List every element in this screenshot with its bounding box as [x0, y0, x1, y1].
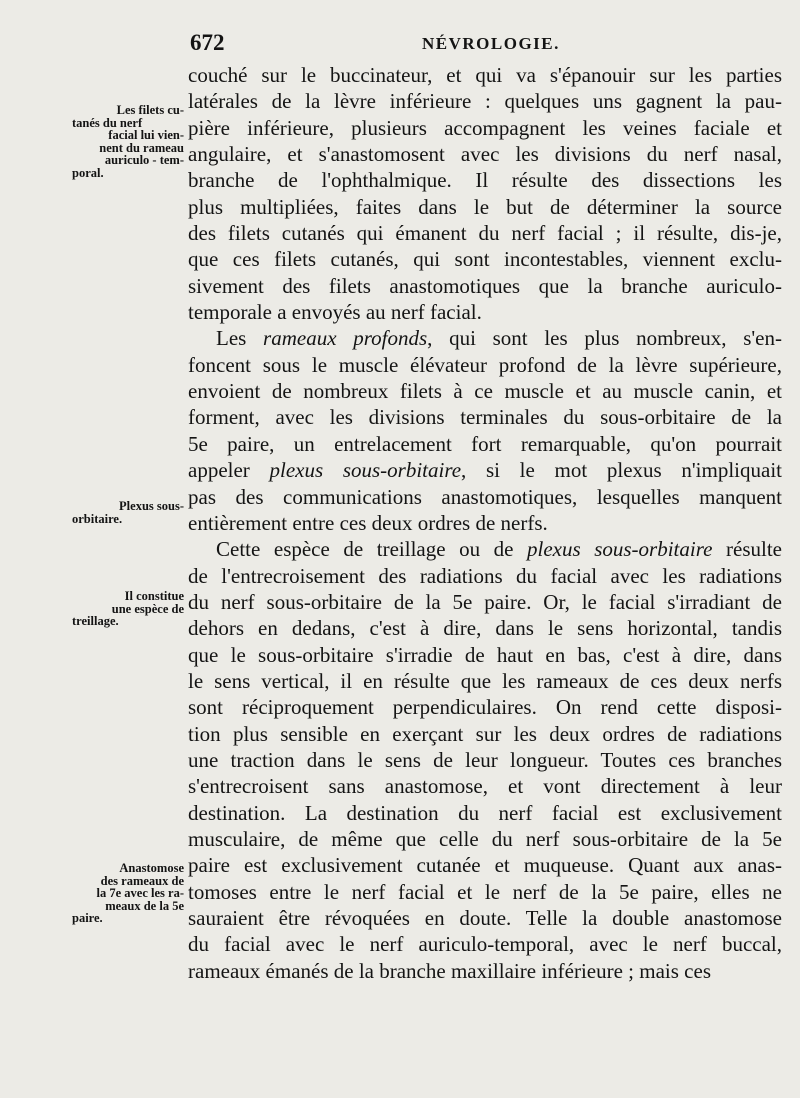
text-line: Cette espèce de treillage ou de plexus sous-orbitaire résulte: [216, 537, 782, 562]
text-line: angulaire, et s'anastomosent avec les divisions du nerf nasal,: [188, 142, 782, 167]
text-line: rameaux émanés de la branche maxillaire inférieure ; mais ces: [188, 958, 711, 983]
text-line: tomoses entre le nerf facial et le nerf de la 5e paire, elles ne: [188, 879, 782, 904]
margin-note-2: Plexus sous- orbitaire.: [72, 499, 184, 526]
text-line: latérales de la lèvre inférieure : quelques uns gagnent la pau-: [188, 89, 782, 114]
text-line: envoient de nombreux filets à ce muscle et au muscle canin, et: [188, 379, 782, 404]
text-line: couché sur le buccinateur, et qui va s'épanouir sur les parties: [188, 63, 782, 87]
italic-term: plexus sous-orbitaire: [269, 458, 462, 483]
text-line: des filets cutanés qui émanent du nerf facial ; il résulte, dis-je,: [188, 221, 782, 246]
margin-note-1: Les filets cu- tanés du nerf facial lui vien- nent du rameau auriculo - tem- poral.: [72, 103, 184, 180]
text-line: dehors en dedans, c'est à dire, dans le sens horizontal, tandis: [188, 616, 782, 641]
text-line: sivement des filets anastomotiques que la branche auriculo-: [188, 273, 782, 298]
italic-term: rameaux profonds: [263, 326, 428, 351]
body-text: [188, 62, 782, 984]
text-line: une traction dans le sens de leur longueur. Toutes ces branches: [188, 747, 782, 772]
text-line: destination. La destination du nerf facial est exclusivement: [188, 800, 782, 825]
text-line: Les rameaux profonds, qui sont les plus nombreux, s'en-: [216, 326, 782, 351]
margin-note-4: Anastomose des rameaux de la 7e avec les ra- meaux de la 5e paire.: [72, 861, 184, 925]
text-line: foncent sous le muscle élévateur profond de la lèvre supérieure,: [188, 352, 782, 377]
text-line: que le sous-orbitaire s'irradie de haut en bas, c'est à dire, dans: [188, 642, 782, 667]
text-line: branche de l'ophthalmique. Il résulte des dissections les: [188, 168, 782, 193]
text-line: pas des communications anastomotiques, lesquelles manquent: [188, 484, 782, 509]
text-line: sauraient être révoquées en doute. Telle la double anastomose: [188, 906, 782, 930]
text-line: musculaire, de même que celle du nerf sous-orbitaire de la 5e: [188, 826, 782, 851]
text-line: plus multipliées, faites dans le but de déterminer la source: [188, 194, 782, 219]
text-line: appeler plexus sous-orbitaire, si le mot plexus n'impliquait: [188, 458, 782, 483]
text-line: du nerf sous-orbitaire de la 5e paire. Or, le facial s'irradiant de: [188, 589, 782, 614]
page-number: 672: [190, 30, 225, 55]
text-line: s'entrecroisent sans anastomose, et vont directement à leur: [188, 774, 782, 799]
text-line: entièrement entre ces deux ordres de nerfs.: [188, 510, 548, 535]
text-line: pière inférieure, plusieurs accompagnent les veines faciale et: [188, 115, 782, 140]
running-title: NÉVROLOGIE.: [422, 34, 560, 53]
italic-term: plexus sous-orbitaire: [527, 537, 713, 562]
margin-note-3: Il constitue une espèce de treillage.: [72, 589, 184, 628]
text-line: de l'entrecroisement des radiations du facial avec les radiations: [188, 563, 782, 588]
text-line: temporale a envoyés au nerf facial.: [188, 300, 482, 325]
text-line: du facial avec le nerf auriculo-temporal, avec le nerf buccal,: [188, 932, 782, 957]
text-line: 5e paire, un entrelacement fort remarquable, qu'on pourrait: [188, 431, 782, 456]
text-line: paire est exclusivement cutanée et muqueuse. Quant aux anas-: [188, 853, 782, 878]
text-line: que ces filets cutanés, qui sont incontestables, viennent exclu-: [188, 247, 782, 272]
page-header: [190, 30, 610, 60]
text-line: le sens vertical, il en résulte que les rameaux de ces deux nerfs: [188, 668, 782, 693]
text-line: tion plus sensible en exerçant sur les deux ordres de radiations: [188, 721, 782, 746]
text-line: sont réciproquement perpendiculaires. On rend cette disposi-: [188, 695, 782, 720]
text-line: forment, avec les divisions terminales du sous-orbitaire de la: [188, 405, 782, 430]
